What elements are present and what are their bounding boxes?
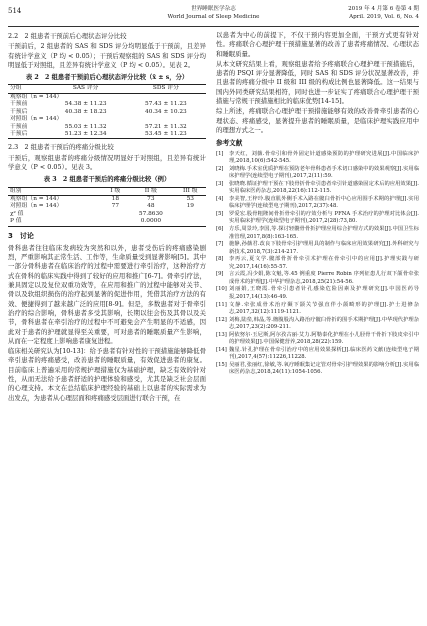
table-cell: 77 [111,203,120,210]
table-cell: 55.03 ± 11.32 [64,123,107,130]
table-cell: 57.43 ± 11.23 [145,101,187,108]
reference-item [216,302,419,317]
issue-info [348,5,419,21]
table-row [8,131,206,139]
reference-item [216,362,419,377]
table-3-header: I 级 [110,187,121,194]
table-cell [175,211,206,218]
reference-text: 言云霞,冯少娟,陈文魁,等.45 例重度 Pierre Robin 序列征患儿行双下颌骨牵张成骨术的护理[J].中华护理杂志,2018,25(21):54-56. [229,271,419,285]
table-cell: 40.34 ± 10.23 [145,108,187,115]
reference-number: [1] [216,150,224,157]
section-3-heading: 3 讨论 [8,231,34,240]
reference-item [216,286,419,301]
table-cell: 干预后 [10,108,28,115]
reference-text: 阿依努尔·玉尼斯,阿尔孜古丽·艾力.阿勒泰化护理在小儿胫骨干骨折下肢皮牵引中的护理效果[J].中国保健营养,2018,28(22):159. [229,331,419,346]
reference-number: [14] [216,346,227,353]
reference-text: 罗爱宏.股骨粗隆间骨折骨牵引的疗效分析与 PFNA 手术治疗的护理对比体会[J].实用临床护理学(连续型电子期刊),2017,2(28):73,80. [229,210,419,225]
table-cell: P 值 [10,218,22,225]
table-cell: 54.38 ± 11.23 [64,101,107,108]
left-column [8,31,206,622]
table-cell: χ² 值 [10,210,24,217]
table-cell: 57.21 ± 11.32 [145,123,187,130]
reference-number: [10] [216,286,227,293]
table-cell: 19 [186,203,194,210]
page-number: 514 [8,7,22,15]
table-row [8,101,206,108]
table-cell: 51.23 ± 12.34 [64,130,107,137]
reference-number: [8] [216,256,224,263]
reference-text: 方乐,周景玲,李国,等.探讨轻髓骨骨折护理应用综合护理方式的效果[J].中国卫生标准管理,2017,8(8):163-165. [229,226,419,240]
table-cell: 干预前 [10,123,28,130]
table-row [8,218,206,226]
section-2-2-heading: 2.2 2 组患者干预前后心理状态评分比较 [8,32,127,40]
reference-number: [12] [216,316,227,323]
reference-text: 魏星.针孔护理在骨牵引治疗中的应用效果探析[J].临床医药文献(连续型电子期刊),2017,4(57):11226,11228. [229,346,419,361]
journal-title-en: World Journal of Sleep Medicine [167,14,260,20]
table-row [8,124,206,131]
group-name: 观察组（n = 144） [10,93,63,100]
reference-text: 文静.牵张成骨术治疗颞下颌关节强直伴小颌畸形的护理[J].护士进修杂志,2017,32(12):1119-1121. [229,301,419,316]
reference-number: [2] [216,165,224,172]
table-2-header: SAS 评分 [72,85,99,92]
table-cell: 18 [111,195,120,202]
conclusion-paragraph: 综上所述，疼痛联合心理护理干预措施能够有效的改善骨牵引患者的心理状态、疼痛感受，显著提升患者的睡眠质量，是临床护理实践应用中的理想方式之一。 [216,107,419,134]
reference-number: [11] [216,301,227,308]
table-cell: 0.0000 [140,218,162,225]
table-2-group-row [8,116,206,123]
reference-number: [3] [216,180,224,187]
table-cell: 73 [147,195,155,202]
table-2-header-row [8,85,206,93]
table-cell: 48 [147,203,155,210]
table-2-group-row [8,93,206,101]
table-cell [104,211,128,218]
table-2-caption: 表 2 2 组患者干预前后心理状态评分比较（x̄ ± s，分） [25,74,189,82]
reference-item [216,226,419,241]
discussion-paragraph-1: 骨科患者往往临床发病较为突然和以外，患者受伤后的疼痛感染剧烈，严重影响其正常生活、工作等，生命质量受到显著影响[5]。其中一部分骨科患者在临床治疗的过程中需要进行牵引治疗，这种治疗方式在骨科的临床实践中得到了较好的应用和推广[6-7]。骨牵引疗法，兼具固定以及复位双重功效等，在应用和推广的过程中能够对关节、骨以及软组织损伤的治疗起到显著的促进作用，凭借其治疗方法的有效、便捷得到了越来越广泛的应用[8-9]。但是，多数患者对于骨牵引治疗的综合影响，骨科患者多受其影响，长期以往会伤及其骨以及关节，骨科患者在牵引治疗的过程中不可避免会产生明显的不适感，因此对于患者的护理就显得至关重要，可对患者的睡眠质量产生影响，从而在一定程度上影响患者康复进程。 [8,243,206,345]
reference-item [216,317,419,332]
reference-number: [4] [216,195,224,202]
reference-text: 刘梅,陆垒,韩晶,等.髂腹股沟入路治疗髋臼骨折的围手术期护理[J].中华现代护理杂志,2017,23(2):209-211. [229,316,419,331]
reference-text: 吴丽君,张丽红,徐敏,等.氧疗睡眠集记定管对骨牵引护理效果的影响分析[J].实用临床医药杂志,2018,24(11):1054-1056. [229,361,419,376]
table-row [8,211,206,218]
reference-item [216,181,419,196]
table-cell: 干预后 [10,130,28,137]
table-3-caption: 表 3 2 组患者干预后的疼痛分级比较（例） [43,176,171,184]
reference-item [216,151,419,166]
reference-item [216,256,419,271]
section-2-2-body: 干预前后，2 组患者的 SAS 和 SDS 评分均明显低于干预前，且差异有统计学意义（P 均 < 0.05）；干预后观察组的 SAS 和 SDS 评分均明显低于对照组，且差异有统计学意义（P 均 < 0.05）。见表 2。 [8,42,206,69]
table-2 [8,84,206,139]
reference-text: 李再云,夏文学.髋部骨折骨牵引术护理在骨牵引中的应用[J].护理实践与研究,2017,14(16):55-57. [229,256,419,270]
journal-title-cn: 世界睡眠医学杂志 [191,6,236,12]
table-2-header: SDS 评分 [152,85,179,92]
table-cell: 对照组（n = 144） [10,203,63,210]
table-3-header: 组别 [10,187,22,194]
table-cell: 干预前 [10,101,28,108]
reference-list [216,151,419,377]
reference-number: [9] [216,271,224,278]
reference-text: 李天红，刘薇.骨牵引和骨外固定针道感染预防的护理研究进展[J].中国临床护理,2018,10(6):542-545. [229,150,419,165]
right-column [216,31,419,622]
reference-text: 刘晓梅.手术室优质护理在预防老年骨科患者手术切口感染中的效果观察[J].实用临床护理学(连续型电子期刊),2017,2(11):59. [229,165,419,180]
reference-number: [5] [216,210,224,217]
table-cell: 53.45 ± 11.23 [145,130,187,137]
reference-number: [15] [216,361,227,368]
reference-item [216,271,419,286]
reference-text: 刘丽娟,王晓霞.骨牵引患者针孔感染危险因素及护理研究[J].中国医药导报,2017,14(13):46-49. [229,286,419,300]
table-3-header-row [8,187,206,195]
page-header [8,4,419,27]
reference-text: 施静,孙薇君.改良下肢骨牵引护理用具的制作与临床应用效果研究[J].外科研究与新技术,2018,7(3):214-217. [229,241,419,255]
reference-text: 李美智,王梓玲.腹直肌外侧手术入路在髋臼骨折中心应用围手术期的护理[J].实用临床护理学(连续型电子期刊),2017,2(37):48. [229,195,419,210]
table-cell: 40.38 ± 18.23 [64,108,107,115]
table-row [8,109,206,116]
table-2-header: 分组 [10,85,22,92]
reference-item [216,166,419,181]
issue-cn: 2019 年 4 月第 6 卷第 4 期 [348,6,419,12]
section-2-3-body: 干预后，观察组患者的疼痛分级情况明显好于对照组，且差异有统计学意义（P < 0.05）。见表 3。 [8,153,206,171]
table-cell [175,218,206,226]
table-cell: 57.8630 [138,210,163,217]
table-cell [104,218,128,226]
references-heading: 参考文献 [216,139,243,148]
discussion-continuation: 以患者为中心的前提下，不仅干预内容更加全面，干预方式更有针对性。疼痛联合心理护理干预措施显著的改善了患者疼痛情况、心理状态和睡眠质量。 [216,31,419,58]
table-3 [8,187,206,227]
discussion-paragraph-2: 临床相关研究认为[10-13]：给予患者有针对性的干预措施能够降低骨牵引患者的疼痛感受，改善患者的睡眠质量，有效促进患者的康复。目前临床上普遍采用的常规护理措施仅为基础护理，缺乏有效的针对性，从而无法给予患者舒适的护理体验和感受，尤其是缺乏社会层面的心理支持。本文在总结临床护理经验的基础上以患者的实际需求为出发点，为患者从心理层面和疼痛感受层面进行联合干预，在 [8,347,206,402]
group-name: 对照组（n = 144） [10,116,63,123]
section-2-3-heading: 2.3 2 组患者干预后的疼痛分级比较 [8,143,114,152]
reference-item [216,347,419,362]
table-3-header: II 级 [144,187,157,194]
table-cell: 观察组（n = 144） [10,195,63,202]
discussion-paragraph-3: 从本文研究结果上看，观察组患者给予疼痛联合心理护理干预措施后，患者的 PSQI 评分显著降低，同时 SAS 和 SDS 评分状况显著改善，并且患者的疼痛分级中 II 级和 III 级的构成比例也显著降低。这一结果与国内外同类研究结果相符，同时也进一步证实了疼痛联合心理护理干预措施与常规干预措施相比的临床优势[14-15]。 [216,59,419,106]
reference-item [216,332,419,347]
reference-number: [13] [216,331,227,338]
reference-number: [6] [216,226,224,233]
reference-number: [7] [216,241,224,248]
reference-item [216,196,419,211]
table-row [8,203,206,210]
reference-text: 张晓晓.循证护理干预在下肢骨折骨牵引患者牵引针道感染固定术后的应用效果[J].实用临床医药杂志,2018,22(16):112-115. [229,180,419,195]
reference-item [216,211,419,226]
issue-en: April. 2019, Vol. 6, No. 4 [349,14,419,20]
reference-item [216,241,419,256]
table-3-header: III 级 [183,187,198,194]
table-cell: 53 [186,195,194,202]
